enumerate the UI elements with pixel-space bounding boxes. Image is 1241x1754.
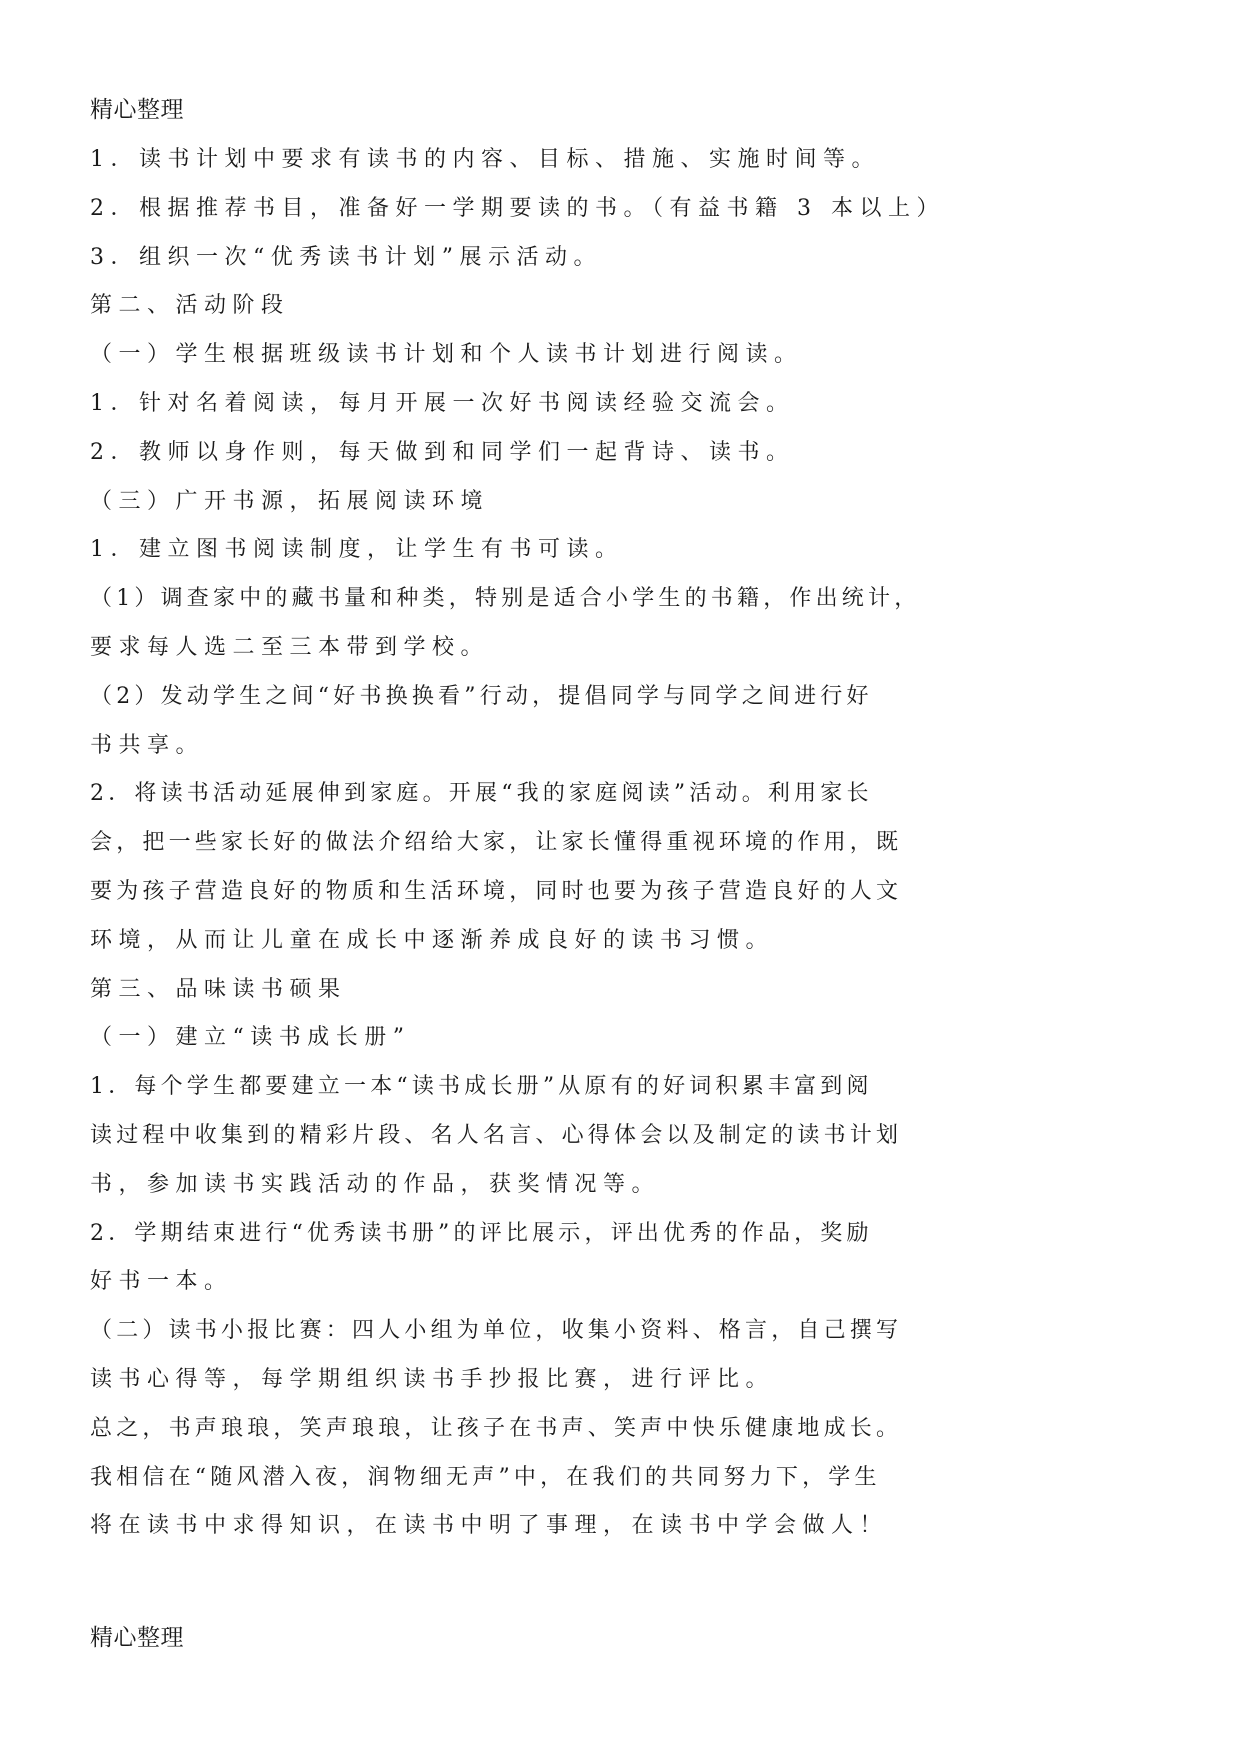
document-body [90, 136, 952, 1551]
paragraph-line: 读过程中收集到的精彩片段、名人名言、心得体会以及制定的读书计划 [90, 1122, 903, 1148]
paragraph-line: 2．学期结束进行“优秀读书册”的评比展示，评出优秀的作品，奖励 [90, 1220, 873, 1246]
paragraph-line: 2．将读书活动延展伸到家庭。开展“我的家庭阅读”活动。利用家长 [90, 781, 873, 807]
paragraph-line: （三）广开书源，拓展阅读环境 [90, 488, 490, 514]
paragraph-line: （一）学生根据班级读书计划和个人读书计划进行阅读。 [90, 342, 803, 368]
paragraph-line: 3．组织一次“优秀读书计划”展示活动。 [90, 244, 602, 270]
paragraph-line: 将在读书中求得知识，在读书中明了事理，在读书中学会做人！ [90, 1513, 889, 1539]
paragraph-line: 书共享。 [90, 732, 205, 758]
page-header: 精心整理 [90, 97, 184, 123]
paragraph-line: 1．针对名着阅读，每月开展一次好书阅读经验交流会。 [90, 390, 795, 416]
page-footer: 精心整理 [90, 1625, 184, 1651]
paragraph-line: 要求每人选二至三本带到学校。 [90, 634, 490, 660]
paragraph-line: 好书一本。 [90, 1269, 233, 1295]
section-heading: 第三、品味读书硕果 [90, 976, 347, 1002]
paragraph-line: 我相信在“随风潜入夜，润物细无声”中，在我们的共同努力下，学生 [90, 1464, 881, 1490]
paragraph-line: 要为孩子营造良好的物质和生活环境，同时也要为孩子营造良好的人文 [90, 878, 903, 904]
paragraph-line: 1．每个学生都要建立一本“读书成长册”从原有的好词积累丰富到阅 [90, 1074, 873, 1100]
section-heading: 第二、活动阶段 [90, 293, 290, 319]
paragraph-line: （二）读书小报比赛：四人小组为单位，收集小资料、格言，自己撰写 [90, 1318, 903, 1344]
paragraph-line: 书，参加读书实践活动的作品，获奖情况等。 [90, 1171, 661, 1197]
paragraph-line: 读书心得等，每学期组织读书手抄报比赛，进行评比。 [90, 1366, 775, 1392]
paragraph-line: 环境，从而让儿童在成长中逐渐养成良好的读书习惯。 [90, 927, 775, 953]
paragraph-line: 总之，书声琅琅，笑声琅琅，让孩子在书声、笑声中快乐健康地成长。 [90, 1415, 903, 1441]
paragraph-line: 会，把一些家长好的做法介绍给大家，让家长懂得重视环境的作用，既 [90, 830, 903, 856]
paragraph-line: 1．读书计划中要求有读书的内容、目标、措施、实施时间等。 [90, 147, 880, 172]
paragraph-line: 2．教师以身作则，每天做到和同学们一起背诗、读书。 [90, 439, 795, 465]
paragraph-line: 1．建立图书阅读制度，让学生有书可读。 [90, 537, 624, 563]
paragraph-line: （一）建立“读书成长册” [90, 1025, 411, 1051]
paragraph-line: 2．根据推荐书目，准备好一学期要读的书。（有益书籍 3 本以上） [90, 195, 945, 221]
paragraph-line: （1）调查家中的藏书量和种类，特别是适合小学生的书籍，作出统计， [90, 586, 921, 612]
paragraph-line: （2）发动学生之间“好书换换看”行动，提倡同学与同学之间进行好 [90, 683, 873, 709]
